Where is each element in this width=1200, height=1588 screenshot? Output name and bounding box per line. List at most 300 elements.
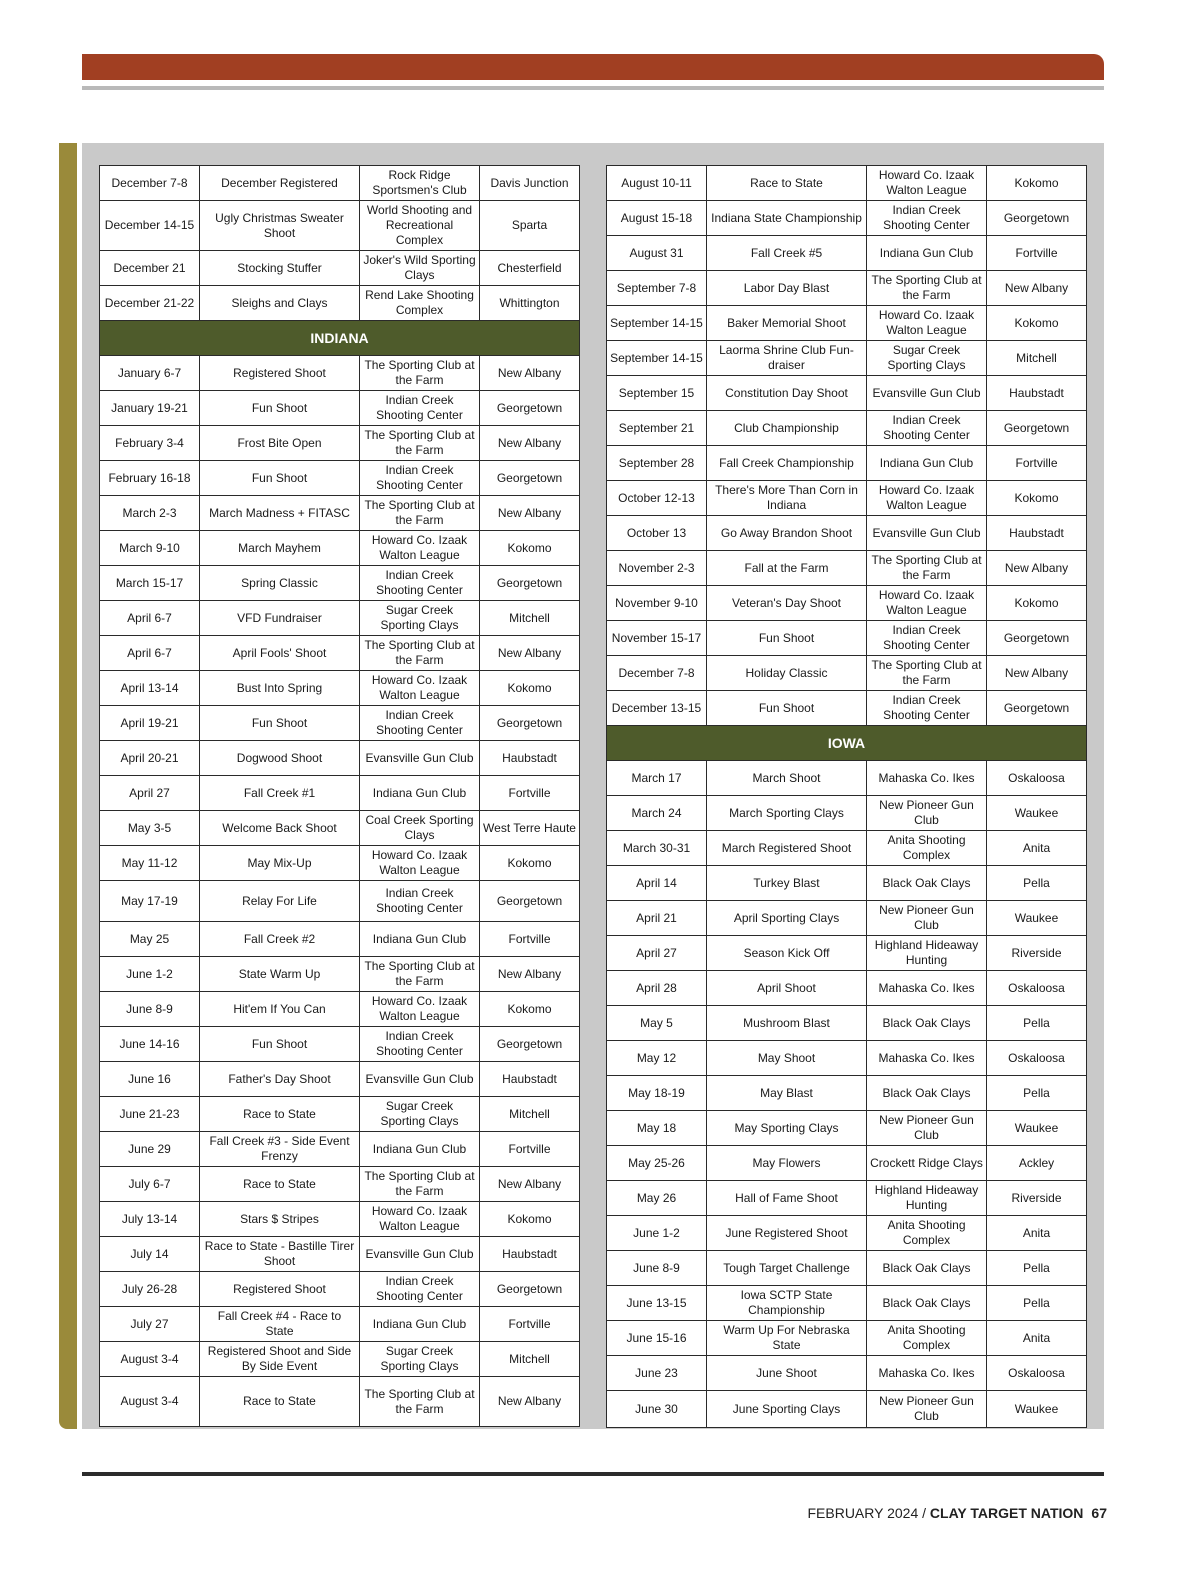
table-row: [607, 866, 1087, 901]
date-cell: April 6-7: [100, 636, 200, 671]
date-cell: April 21: [607, 901, 707, 936]
club-cell: The Sporting Club at the Farm: [360, 496, 480, 531]
club-cell: The Sporting Club at the Farm: [360, 426, 480, 461]
date-cell: August 3-4: [100, 1342, 200, 1377]
table-row: [100, 881, 580, 922]
date-cell: June 14-16: [100, 1027, 200, 1062]
club-cell: Rock Ridge Sportsmen's Club: [360, 166, 480, 201]
date-cell: March 30-31: [607, 831, 707, 866]
table-row: [607, 411, 1087, 446]
club-cell: New Pioneer Gun Club: [867, 796, 987, 831]
table-row: [100, 286, 580, 321]
table-row: [100, 1307, 580, 1342]
table-row: [100, 741, 580, 776]
club-cell: Sugar Creek Sporting Clays: [360, 601, 480, 636]
city-cell: Georgetown: [987, 691, 1087, 726]
club-cell: Howard Co. Izaak Walton League: [867, 586, 987, 621]
club-cell: Sugar Creek Sporting Clays: [360, 1342, 480, 1377]
event-cell: Go Away Brandon Shoot: [707, 516, 867, 551]
event-cell: VFD Fundraiser: [200, 601, 360, 636]
event-cell: Stars $ Stripes: [200, 1202, 360, 1237]
table-row: [607, 586, 1087, 621]
date-cell: July 27: [100, 1307, 200, 1342]
event-cell: Fall Creek #5: [707, 236, 867, 271]
date-cell: September 28: [607, 446, 707, 481]
club-cell: Howard Co. Izaak Walton League: [360, 992, 480, 1027]
city-cell: Haubstadt: [987, 516, 1087, 551]
table-row: [100, 1167, 580, 1202]
date-cell: July 26-28: [100, 1272, 200, 1307]
city-cell: Oskaloosa: [987, 761, 1087, 796]
event-cell: April Sporting Clays: [707, 901, 867, 936]
date-cell: March 17: [607, 761, 707, 796]
date-cell: June 1-2: [100, 957, 200, 992]
table-row: [607, 831, 1087, 866]
event-cell: Mushroom Blast: [707, 1006, 867, 1041]
event-cell: Fall Creek #1: [200, 776, 360, 811]
event-cell: Sleighs and Clays: [200, 286, 360, 321]
date-cell: April 27: [100, 776, 200, 811]
club-cell: Rend Lake Shooting Complex: [360, 286, 480, 321]
club-cell: Black Oak Clays: [867, 1251, 987, 1286]
date-cell: May 18-19: [607, 1076, 707, 1111]
event-cell: March Shoot: [707, 761, 867, 796]
city-cell: Fortville: [480, 1307, 580, 1342]
table-row: [607, 1356, 1087, 1391]
table-row: [100, 356, 580, 391]
club-cell: Mahaska Co. Ikes: [867, 1041, 987, 1076]
city-cell: Haubstadt: [480, 741, 580, 776]
club-cell: Evansville Gun Club: [867, 376, 987, 411]
footer-rule: [82, 1472, 1104, 1476]
date-cell: March 2-3: [100, 496, 200, 531]
date-cell: September 14-15: [607, 341, 707, 376]
event-cell: Hall of Fame Shoot: [707, 1181, 867, 1216]
date-cell: April 28: [607, 971, 707, 1006]
date-cell: January 6-7: [100, 356, 200, 391]
city-cell: Fortville: [987, 236, 1087, 271]
club-cell: Howard Co. Izaak Walton League: [360, 531, 480, 566]
table-row: [607, 481, 1087, 516]
date-cell: June 16: [100, 1062, 200, 1097]
date-cell: June 30: [607, 1391, 707, 1428]
table-row: [100, 461, 580, 496]
club-cell: The Sporting Club at the Farm: [867, 271, 987, 306]
table-row: [100, 922, 580, 957]
event-cell: Registered Shoot: [200, 356, 360, 391]
city-cell: Georgetown: [987, 411, 1087, 446]
state-section-title: INDIANA: [100, 321, 580, 356]
club-cell: Mahaska Co. Ikes: [867, 1356, 987, 1391]
table-row: [607, 1286, 1087, 1321]
table-row: [100, 391, 580, 426]
club-cell: Mahaska Co. Ikes: [867, 971, 987, 1006]
event-cell: Holiday Classic: [707, 656, 867, 691]
table-row: [100, 566, 580, 601]
date-cell: May 12: [607, 1041, 707, 1076]
city-cell: Waukee: [987, 901, 1087, 936]
table-row: [607, 1391, 1087, 1428]
city-cell: Mitchell: [987, 341, 1087, 376]
date-cell: May 5: [607, 1006, 707, 1041]
city-cell: Georgetown: [480, 1272, 580, 1307]
club-cell: Indian Creek Shooting Center: [360, 566, 480, 601]
event-cell: Veteran's Day Shoot: [707, 586, 867, 621]
club-cell: The Sporting Club at the Farm: [360, 356, 480, 391]
city-cell: Mitchell: [480, 1097, 580, 1132]
date-cell: March 9-10: [100, 531, 200, 566]
date-cell: July 13-14: [100, 1202, 200, 1237]
event-cell: June Shoot: [707, 1356, 867, 1391]
date-cell: July 14: [100, 1237, 200, 1272]
table-row: [100, 776, 580, 811]
event-cell: May Sporting Clays: [707, 1111, 867, 1146]
event-cell: Spring Classic: [200, 566, 360, 601]
club-cell: Indian Creek Shooting Center: [360, 1272, 480, 1307]
table-row: [100, 706, 580, 741]
date-cell: August 3-4: [100, 1377, 200, 1427]
table-row: [607, 621, 1087, 656]
date-cell: September 15: [607, 376, 707, 411]
city-cell: Georgetown: [480, 566, 580, 601]
club-cell: Indian Creek Shooting Center: [867, 201, 987, 236]
club-cell: Evansville Gun Club: [360, 1237, 480, 1272]
event-cell: Race to State: [200, 1097, 360, 1132]
table-row: [100, 201, 580, 251]
club-cell: Indian Creek Shooting Center: [867, 621, 987, 656]
event-cell: March Sporting Clays: [707, 796, 867, 831]
club-cell: Black Oak Clays: [867, 1286, 987, 1321]
table-row: [607, 341, 1087, 376]
event-cell: Fun Shoot: [200, 706, 360, 741]
city-cell: Georgetown: [987, 621, 1087, 656]
club-cell: The Sporting Club at the Farm: [360, 636, 480, 671]
city-cell: New Albany: [480, 957, 580, 992]
date-cell: April 19-21: [100, 706, 200, 741]
date-cell: May 17-19: [100, 881, 200, 922]
city-cell: Pella: [987, 866, 1087, 901]
city-cell: Mitchell: [480, 1342, 580, 1377]
city-cell: Georgetown: [480, 881, 580, 922]
city-cell: New Albany: [480, 496, 580, 531]
club-cell: Indian Creek Shooting Center: [360, 391, 480, 426]
date-cell: August 15-18: [607, 201, 707, 236]
event-cell: Registered Shoot: [200, 1272, 360, 1307]
table-row: [100, 166, 580, 201]
table-row: [100, 671, 580, 706]
date-cell: November 9-10: [607, 586, 707, 621]
table-row: [607, 936, 1087, 971]
event-cell: There's More Than Corn in Indiana: [707, 481, 867, 516]
event-cell: Stocking Stuffer: [200, 251, 360, 286]
date-cell: May 25: [100, 922, 200, 957]
club-cell: Coal Creek Sporting Clays: [360, 811, 480, 846]
event-cell: March Registered Shoot: [707, 831, 867, 866]
city-cell: New Albany: [987, 271, 1087, 306]
city-cell: Pella: [987, 1076, 1087, 1111]
club-cell: Howard Co. Izaak Walton League: [360, 846, 480, 881]
city-cell: Kokomo: [987, 481, 1087, 516]
date-cell: February 3-4: [100, 426, 200, 461]
event-cell: State Warm Up: [200, 957, 360, 992]
club-cell: Howard Co. Izaak Walton League: [360, 671, 480, 706]
event-cell: Turkey Blast: [707, 866, 867, 901]
table-row: [607, 1111, 1087, 1146]
city-cell: Mitchell: [480, 601, 580, 636]
club-cell: The Sporting Club at the Farm: [867, 656, 987, 691]
club-cell: Mahaska Co. Ikes: [867, 761, 987, 796]
event-cell: Race to State: [200, 1167, 360, 1202]
event-cell: Frost Bite Open: [200, 426, 360, 461]
city-cell: New Albany: [480, 1377, 580, 1427]
date-cell: November 2-3: [607, 551, 707, 586]
club-cell: Sugar Creek Sporting Clays: [867, 341, 987, 376]
header-color-bar: [82, 54, 1104, 80]
date-cell: March 15-17: [100, 566, 200, 601]
page-footer: [807, 1505, 1107, 1521]
schedule-table-left: [99, 165, 580, 1427]
table-row: [607, 201, 1087, 236]
event-cell: Labor Day Blast: [707, 271, 867, 306]
table-row: [100, 1342, 580, 1377]
date-cell: December 13-15: [607, 691, 707, 726]
club-cell: The Sporting Club at the Farm: [360, 1377, 480, 1427]
event-cell: Relay For Life: [200, 881, 360, 922]
city-cell: Pella: [987, 1286, 1087, 1321]
event-cell: Laorma Shrine Club Fun-draiser: [707, 341, 867, 376]
table-row: [100, 1202, 580, 1237]
table-row: [100, 636, 580, 671]
city-cell: Kokomo: [480, 531, 580, 566]
date-cell: November 15-17: [607, 621, 707, 656]
event-cell: Fall Creek Championship: [707, 446, 867, 481]
club-cell: Howard Co. Izaak Walton League: [867, 166, 987, 201]
club-cell: Anita Shooting Complex: [867, 831, 987, 866]
side-accent-bar: [59, 143, 77, 1429]
city-cell: Sparta: [480, 201, 580, 251]
club-cell: Indian Creek Shooting Center: [360, 461, 480, 496]
event-cell: Season Kick Off: [707, 936, 867, 971]
date-cell: April 6-7: [100, 601, 200, 636]
city-cell: Chesterfield: [480, 251, 580, 286]
date-cell: July 6-7: [100, 1167, 200, 1202]
date-cell: September 7-8: [607, 271, 707, 306]
club-cell: The Sporting Club at the Farm: [360, 1167, 480, 1202]
table-row: [100, 531, 580, 566]
event-cell: December Registered: [200, 166, 360, 201]
club-cell: Black Oak Clays: [867, 866, 987, 901]
city-cell: New Albany: [987, 656, 1087, 691]
club-cell: Howard Co. Izaak Walton League: [867, 481, 987, 516]
club-cell: Black Oak Clays: [867, 1006, 987, 1041]
club-cell: Indiana Gun Club: [360, 922, 480, 957]
event-cell: Race to State - Bastille Tirer Shoot: [200, 1237, 360, 1272]
city-cell: Oskaloosa: [987, 1356, 1087, 1391]
table-row: [100, 1062, 580, 1097]
event-cell: Iowa SCTP State Championship: [707, 1286, 867, 1321]
date-cell: October 13: [607, 516, 707, 551]
date-cell: May 26: [607, 1181, 707, 1216]
club-cell: Evansville Gun Club: [360, 1062, 480, 1097]
city-cell: Kokomo: [480, 1202, 580, 1237]
city-cell: Anita: [987, 831, 1087, 866]
date-cell: April 14: [607, 866, 707, 901]
club-cell: Crockett Ridge Clays: [867, 1146, 987, 1181]
footer-issue: FEBRUARY 2024 /: [807, 1505, 930, 1521]
club-cell: Indiana Gun Club: [360, 1132, 480, 1167]
table-row: [607, 446, 1087, 481]
club-cell: Black Oak Clays: [867, 1076, 987, 1111]
table-row: [607, 1251, 1087, 1286]
table-row: [607, 166, 1087, 201]
city-cell: Kokomo: [480, 992, 580, 1027]
city-cell: Riverside: [987, 1181, 1087, 1216]
table-row: [100, 1377, 580, 1427]
club-cell: Howard Co. Izaak Walton League: [360, 1202, 480, 1237]
club-cell: Highland Hideaway Hunting: [867, 936, 987, 971]
table-row: [607, 551, 1087, 586]
city-cell: New Albany: [987, 551, 1087, 586]
city-cell: Anita: [987, 1216, 1087, 1251]
event-cell: Registered Shoot and Side By Side Event: [200, 1342, 360, 1377]
event-cell: Race to State: [707, 166, 867, 201]
city-cell: Oskaloosa: [987, 1041, 1087, 1076]
event-cell: Fun Shoot: [707, 691, 867, 726]
city-cell: West Terre Haute: [480, 811, 580, 846]
table-row: [100, 992, 580, 1027]
event-cell: Welcome Back Shoot: [200, 811, 360, 846]
event-cell: Fun Shoot: [707, 621, 867, 656]
event-cell: Hit'em If You Can: [200, 992, 360, 1027]
club-cell: Howard Co. Izaak Walton League: [867, 306, 987, 341]
club-cell: Indian Creek Shooting Center: [360, 706, 480, 741]
date-cell: June 8-9: [607, 1251, 707, 1286]
table-row: [607, 516, 1087, 551]
table-row: [607, 796, 1087, 831]
club-cell: New Pioneer Gun Club: [867, 1391, 987, 1428]
city-cell: Waukee: [987, 1391, 1087, 1428]
event-cell: Ugly Christmas Sweater Shoot: [200, 201, 360, 251]
event-cell: Fall Creek #3 - Side Event Frenzy: [200, 1132, 360, 1167]
footer-brand: CLAY TARGET NATION: [929, 1505, 1084, 1521]
table-row: [607, 761, 1087, 796]
date-cell: June 1-2: [607, 1216, 707, 1251]
event-cell: April Fools' Shoot: [200, 636, 360, 671]
club-cell: Anita Shooting Complex: [867, 1321, 987, 1356]
city-cell: Whittington: [480, 286, 580, 321]
city-cell: Haubstadt: [480, 1062, 580, 1097]
city-cell: Anita: [987, 1321, 1087, 1356]
table-row: [607, 376, 1087, 411]
table-row: [100, 1097, 580, 1132]
date-cell: January 19-21: [100, 391, 200, 426]
event-cell: Race to State: [200, 1377, 360, 1427]
club-cell: Indiana Gun Club: [360, 776, 480, 811]
event-cell: Baker Memorial Shoot: [707, 306, 867, 341]
city-cell: Kokomo: [480, 846, 580, 881]
date-cell: June 8-9: [100, 992, 200, 1027]
city-cell: Pella: [987, 1006, 1087, 1041]
city-cell: Pella: [987, 1251, 1087, 1286]
club-cell: World Shooting and Recreational Complex: [360, 201, 480, 251]
table-row: [607, 1181, 1087, 1216]
date-cell: April 27: [607, 936, 707, 971]
table-row: [100, 601, 580, 636]
table-row: [607, 971, 1087, 1006]
event-cell: Tough Target Challenge: [707, 1251, 867, 1286]
date-cell: June 15-16: [607, 1321, 707, 1356]
city-cell: Fortville: [987, 446, 1087, 481]
table-row: [607, 1216, 1087, 1251]
event-cell: Fun Shoot: [200, 461, 360, 496]
club-cell: New Pioneer Gun Club: [867, 901, 987, 936]
city-cell: Kokomo: [480, 671, 580, 706]
date-cell: June 23: [607, 1356, 707, 1391]
table-row: [607, 236, 1087, 271]
club-cell: Joker's Wild Sporting Clays: [360, 251, 480, 286]
city-cell: Kokomo: [987, 586, 1087, 621]
table-row: [607, 1146, 1087, 1181]
club-cell: The Sporting Club at the Farm: [360, 957, 480, 992]
club-cell: Indian Creek Shooting Center: [360, 881, 480, 922]
club-cell: Indiana Gun Club: [867, 236, 987, 271]
table-row: [100, 811, 580, 846]
city-cell: Waukee: [987, 796, 1087, 831]
event-cell: May Mix-Up: [200, 846, 360, 881]
date-cell: May 25-26: [607, 1146, 707, 1181]
city-cell: Riverside: [987, 936, 1087, 971]
date-cell: September 14-15: [607, 306, 707, 341]
page-number: 67: [1091, 1505, 1107, 1521]
event-cell: April Shoot: [707, 971, 867, 1006]
table-row: [607, 656, 1087, 691]
city-cell: Oskaloosa: [987, 971, 1087, 1006]
club-cell: Indian Creek Shooting Center: [867, 691, 987, 726]
club-cell: Indiana Gun Club: [867, 446, 987, 481]
date-cell: December 14-15: [100, 201, 200, 251]
event-cell: Fall at the Farm: [707, 551, 867, 586]
city-cell: Fortville: [480, 776, 580, 811]
date-cell: April 13-14: [100, 671, 200, 706]
club-cell: Indian Creek Shooting Center: [360, 1027, 480, 1062]
table-row: [100, 846, 580, 881]
date-cell: May 18: [607, 1111, 707, 1146]
city-cell: Fortville: [480, 1132, 580, 1167]
city-cell: Fortville: [480, 922, 580, 957]
event-cell: May Flowers: [707, 1146, 867, 1181]
table-row: [607, 1006, 1087, 1041]
event-cell: May Shoot: [707, 1041, 867, 1076]
city-cell: Georgetown: [480, 391, 580, 426]
table-row: [607, 1321, 1087, 1356]
event-cell: Father's Day Shoot: [200, 1062, 360, 1097]
schedule-table-right: [606, 165, 1087, 1428]
state-section-header: [607, 726, 1087, 761]
table-row: [607, 1041, 1087, 1076]
city-cell: New Albany: [480, 356, 580, 391]
table-row: [100, 1132, 580, 1167]
date-cell: March 24: [607, 796, 707, 831]
club-cell: Indian Creek Shooting Center: [867, 411, 987, 446]
event-cell: March Mayhem: [200, 531, 360, 566]
city-cell: Davis Junction: [480, 166, 580, 201]
event-cell: June Registered Shoot: [707, 1216, 867, 1251]
city-cell: Georgetown: [987, 201, 1087, 236]
city-cell: Haubstadt: [480, 1237, 580, 1272]
city-cell: Kokomo: [987, 166, 1087, 201]
city-cell: Georgetown: [480, 1027, 580, 1062]
event-cell: Dogwood Shoot: [200, 741, 360, 776]
